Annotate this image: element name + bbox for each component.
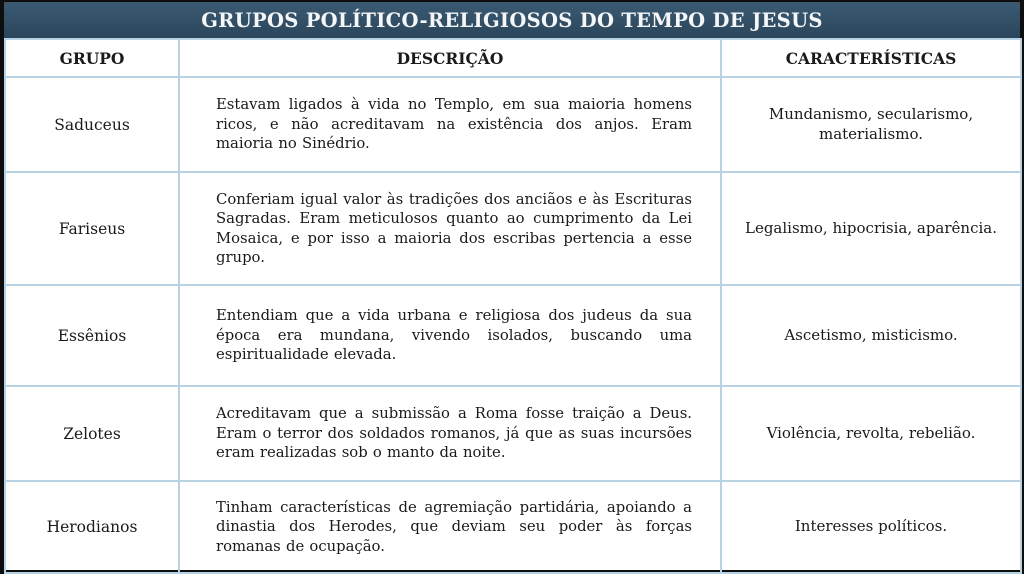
title-bar: [4, 2, 1020, 38]
table-row: [5, 172, 1021, 285]
groups-table: [4, 38, 1022, 574]
table-row: [5, 386, 1021, 481]
group-name-cell: Fariseus: [5, 172, 179, 285]
group-name-cell: Essênios: [5, 285, 179, 386]
description-cell: [179, 386, 721, 481]
slide: [4, 2, 1020, 570]
description-text: Tinham características de agremiação partidária, apoiando a dinastia dos Herodes, que deviam seu poder às forças romanas de ocupação.: [216, 498, 692, 555]
table-header-row: [5, 39, 1021, 77]
table-row: [5, 77, 1021, 172]
description-text: Conferiam igual valor às tradições dos anciãos e às Escrituras Sagradas. Eram meticulosos quanto ao cumprimento da Lei Mosaica, e por isso a maioria dos escribas pertencia a esse grupo.: [216, 190, 692, 266]
description-text: Entendiam que a vida urbana e religiosa dos judeus da sua época era mundana, vivendo isolados, buscando uma espiritualidade elevada.: [216, 307, 692, 364]
traits-cell: Interesses políticos.: [721, 481, 1021, 573]
group-name-cell: Herodianos: [5, 481, 179, 573]
traits-cell: Violência, revolta, rebelião.: [721, 386, 1021, 481]
column-header-group: GRUPO: [5, 39, 179, 77]
group-name-cell: Zelotes: [5, 386, 179, 481]
description-cell: [179, 77, 721, 172]
description-cell: [179, 172, 721, 285]
traits-cell: Mundanismo, secularismo, materialismo.: [721, 77, 1021, 172]
column-header-description: DESCRIÇÃO: [179, 39, 721, 77]
table-row: [5, 285, 1021, 386]
description-cell: [179, 285, 721, 386]
description-text: Acreditavam que a submissão a Roma fosse traição a Deus. Eram o terror dos soldados romanos, já que as suas incursões eram realizadas sob o manto da noite.: [216, 405, 692, 462]
column-header-traits: CARACTERÍSTICAS: [721, 39, 1021, 77]
description-cell: [179, 481, 721, 573]
traits-cell: Legalismo, hipocrisia, aparência.: [721, 172, 1021, 285]
table-row: [5, 481, 1021, 573]
description-text: Estavam ligados à vida no Templo, em sua maioria homens ricos, e não acreditavam na existência dos anjos. Eram maioria no Sinédrio.: [216, 96, 692, 153]
page-title: GRUPOS POLÍTICO-RELIGIOSOS DO TEMPO DE JESUS: [201, 8, 823, 32]
group-name-cell: Saduceus: [5, 77, 179, 172]
traits-cell: Ascetismo, misticismo.: [721, 285, 1021, 386]
